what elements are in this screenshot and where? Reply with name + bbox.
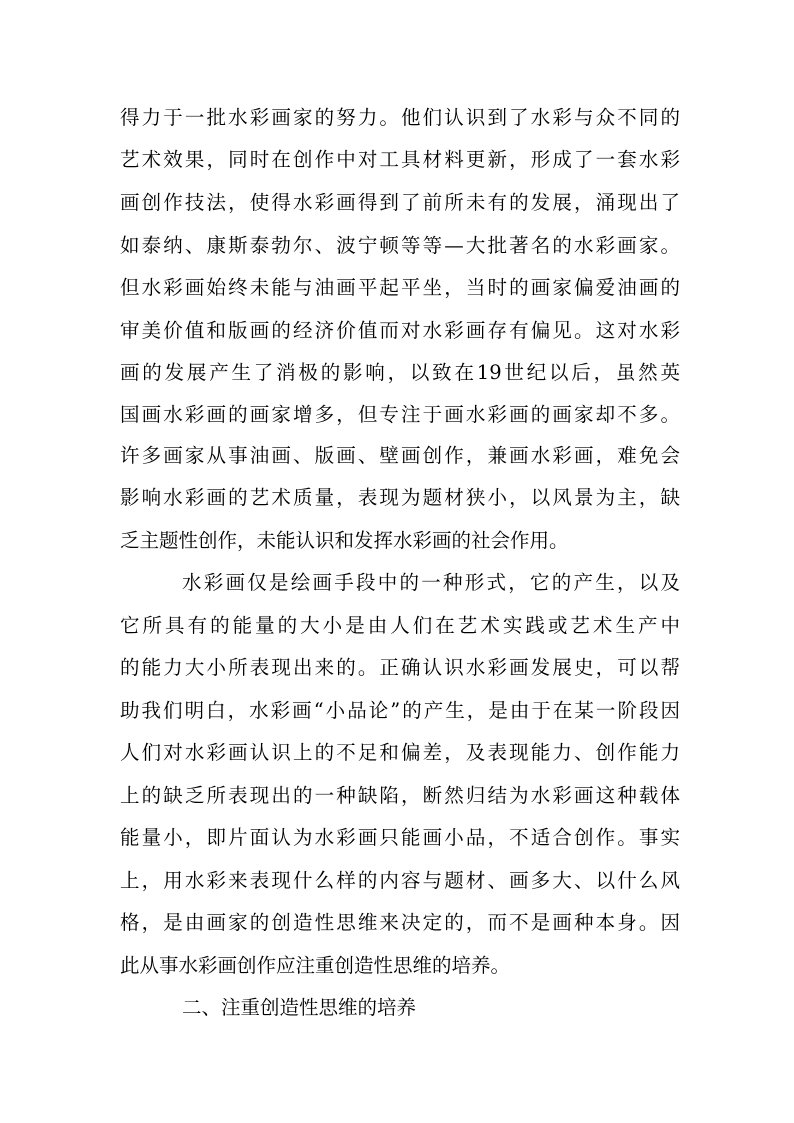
text-line: 如泰纳、康斯泰勃尔、波宁顿等等—大批著名的水彩画家。 [120,234,680,257]
text-line: 能量小，即片面认为水彩画只能画小品，不适合创作。事实 [120,826,680,849]
section-heading: 二、注重创造性思维的培养 [182,996,417,1019]
text-line: 得力于一批水彩画家的努力。他们认识到了水彩与众不同的 [120,106,680,129]
text-line: 乏主题性创作，未能认识和发挥水彩画的社会作用。 [120,529,569,552]
text-line: 影响水彩画的艺术质量，表现为题材狭小，以风景为主，缺 [120,486,680,509]
text-line: 助我们明白，水彩画“小品论”的产生，是由于在某一阶段因 [120,699,680,722]
text-line: 审美价值和版画的经济价值而对水彩画存有偏见。这对水彩 [120,319,680,342]
text-line: 艺术效果，同时在创作中对工具材料更新，形成了一套水彩 [120,148,680,171]
text-line: 国画水彩画的画家增多，但专注于画水彩画的画家却不多。 [120,403,680,426]
text-line: 画创作技法，使得水彩画得到了前所未有的发展，涌现出了 [120,191,680,214]
text-line: 格，是由画家的创造性思维来决定的，而不是画种本身。因 [120,911,680,934]
text-line: 它所具有的能量的大小是由人们在艺术实践或艺术生产中 [120,614,680,637]
text-line: 人们对水彩画认识上的不足和偏差，及表现能力、创作能力 [120,741,680,764]
text-line: 但水彩画始终未能与油画平起平坐，当时的画家偏爱油画的 [120,276,680,299]
text-line: 的能力大小所表现出来的。正确认识水彩画发展史，可以帮 [120,656,680,679]
text-line: 画的发展产生了消极的影响，以致在19世纪以后，虽然英 [120,361,680,384]
text-line: 上的缺乏所表现出的一种缺陷，断然归结为水彩画这种载体 [120,784,680,807]
text-line: 此从事水彩画创作应注重创造性思维的培养。 [120,954,511,977]
paragraph-first-line: 水彩画仅是绘画手段中的一种形式，它的产生，以及 [182,571,680,594]
text-line: 许多画家从事油画、版画、壁画创作，兼画水彩画，难免会 [120,444,680,467]
text-line: 上，用水彩来表现什么样的内容与题材、画多大、以什么风 [120,869,680,892]
